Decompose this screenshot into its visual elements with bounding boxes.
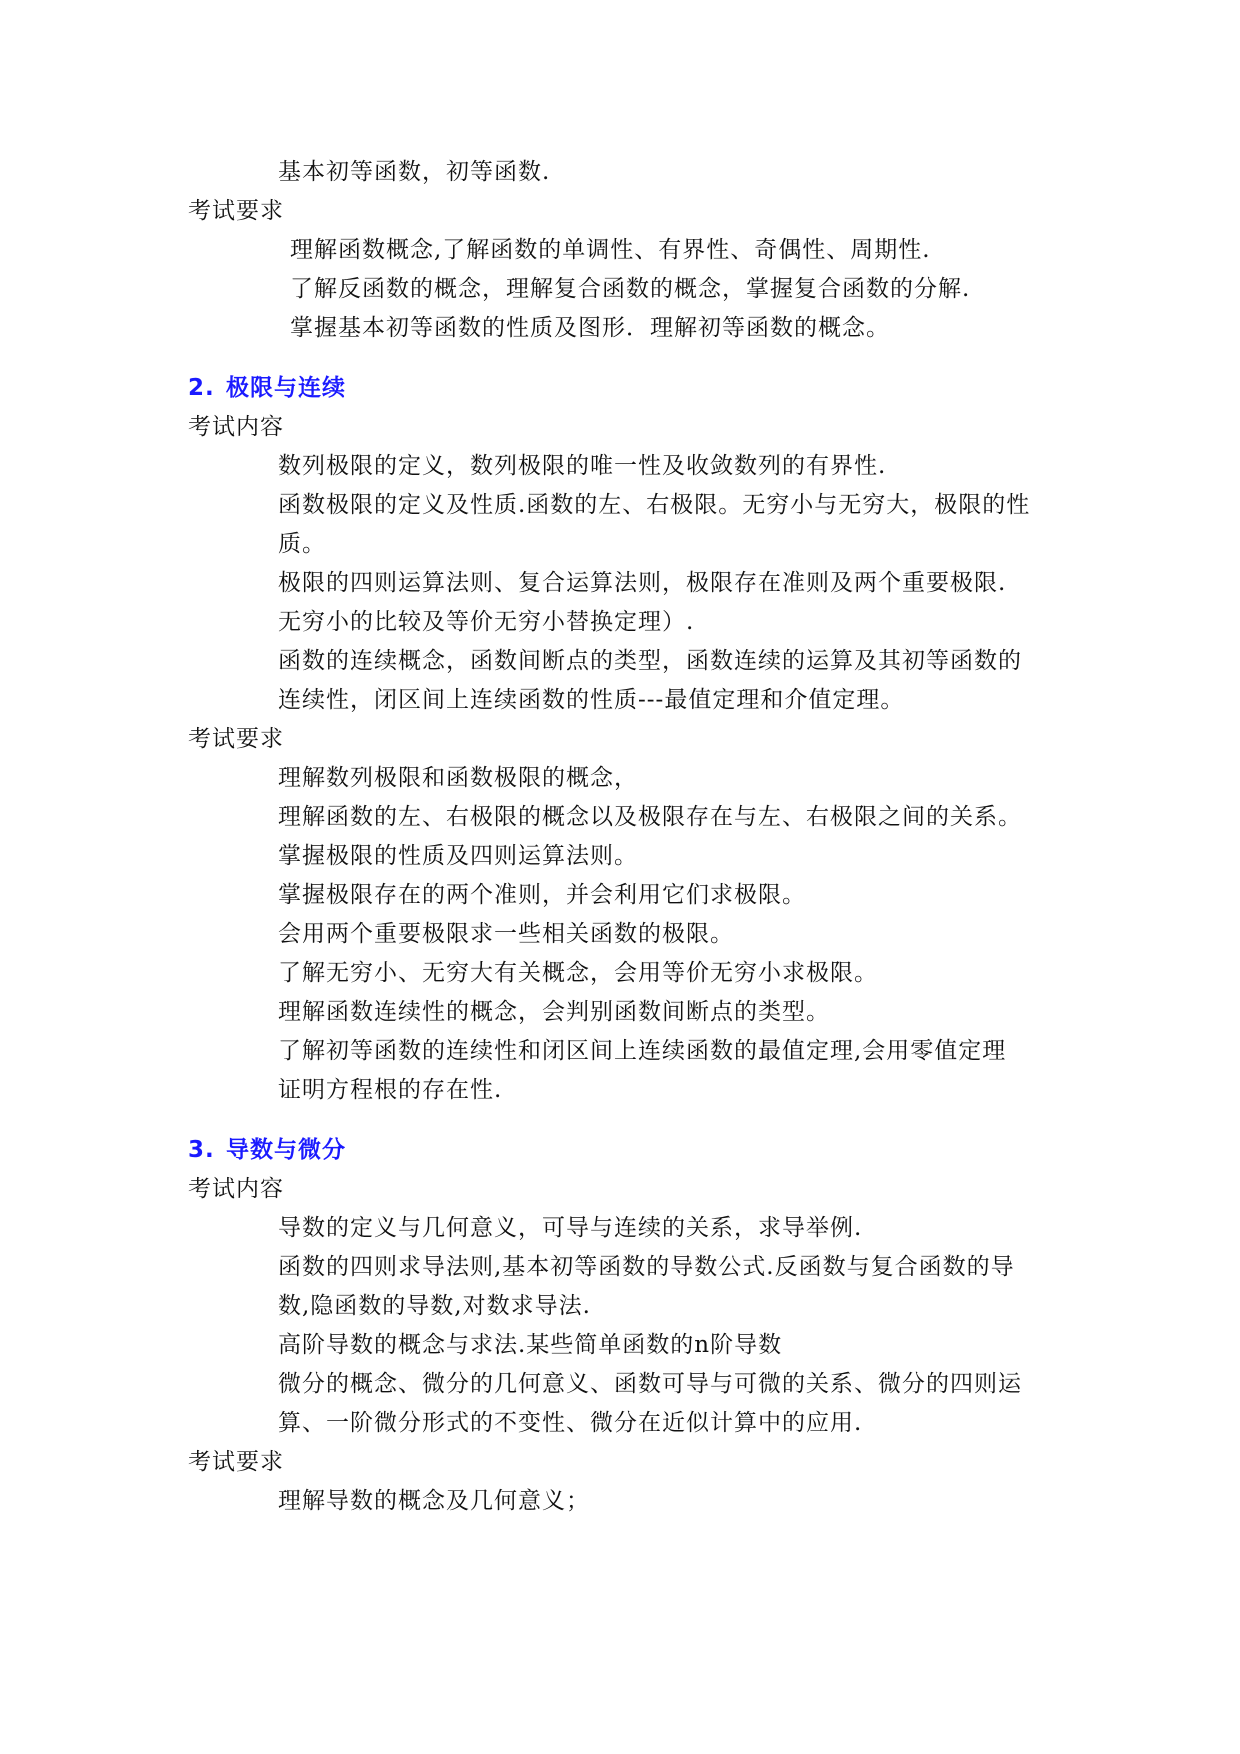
requirement-line: 掌握极限的性质及四则运算法则。 — [278, 843, 638, 869]
content-line: 数列极限的定义，数列极限的唯一性及收敛数列的有界性. — [278, 453, 887, 479]
section-number: 3. — [188, 1137, 215, 1163]
requirement-line: 了解反函数的概念，理解复合函数的概念，掌握复合函数的分解. — [290, 276, 971, 302]
exam-content-label: 考试内容 — [188, 414, 284, 440]
section-heading-limits — [188, 373, 346, 403]
exam-content-label: 考试内容 — [188, 1176, 284, 1202]
requirement-line: 理解数列极限和函数极限的概念， — [278, 765, 638, 791]
content-line: 质。 — [278, 531, 326, 557]
content-line: 连续性，闭区间上连续函数的性质---最值定理和介值定理。 — [278, 687, 905, 713]
content-line: 无穷小的比较及等价无穷小替换定理）. — [278, 609, 695, 635]
requirement-line: 掌握极限存在的两个准则，并会利用它们求极限。 — [278, 882, 806, 908]
exam-requirements-label: 考试要求 — [188, 726, 284, 752]
requirement-line: 证明方程根的存在性. — [278, 1077, 503, 1103]
section-title: 极限与连续 — [226, 375, 346, 401]
content-line: 函数的四则求导法则,基本初等函数的导数公式.反函数与复合函数的导 — [278, 1254, 1015, 1280]
requirement-line: 会用两个重要极限求一些相关函数的极限。 — [278, 921, 734, 947]
requirement-line: 理解函数的左、右极限的概念以及极限存在与左、右极限之间的关系。 — [278, 804, 1022, 830]
content-line: 微分的概念、微分的几何意义、函数可导与可微的关系、微分的四则运 — [278, 1371, 1022, 1397]
content-line: 算、一阶微分形式的不变性、微分在近似计算中的应用. — [278, 1410, 863, 1436]
requirement-line: 了解初等函数的连续性和闭区间上连续函数的最值定理,会用零值定理 — [278, 1038, 1007, 1064]
content-line: 高阶导数的概念与求法.某些简单函数的n阶导数 — [278, 1332, 783, 1358]
section-number: 2. — [188, 375, 215, 401]
content-line: 函数的连续概念，函数间断点的类型，函数连续的运算及其初等函数的 — [278, 648, 1022, 674]
content-line: 函数极限的定义及性质.函数的左、右极限。无穷小与无穷大，极限的性 — [278, 492, 1031, 518]
content-line: 导数的定义与几何意义，可导与连续的关系，求导举例. — [278, 1215, 863, 1241]
requirement-line: 理解函数概念,了解函数的单调性、有界性、奇偶性、周期性. — [290, 237, 931, 263]
requirement-line: 理解函数连续性的概念，会判别函数间断点的类型。 — [278, 999, 830, 1025]
section-heading-derivatives — [188, 1135, 346, 1165]
requirement-line: 了解无穷小、无穷大有关概念，会用等价无穷小求极限。 — [278, 960, 878, 986]
requirement-line: 掌握基本初等函数的性质及图形．理解初等函数的概念。 — [290, 315, 890, 341]
exam-requirements-label: 考试要求 — [188, 1449, 284, 1475]
requirement-line: 理解导数的概念及几何意义； — [278, 1488, 590, 1514]
content-line: 极限的四则运算法则、复合运算法则，极限存在准则及两个重要极限. — [278, 570, 1007, 596]
section-title: 导数与微分 — [226, 1137, 346, 1163]
exam-requirements-label: 考试要求 — [188, 198, 284, 224]
content-line: 基本初等函数，初等函数. — [278, 159, 551, 185]
content-line: 数,隐函数的导数,对数求导法. — [278, 1293, 591, 1319]
